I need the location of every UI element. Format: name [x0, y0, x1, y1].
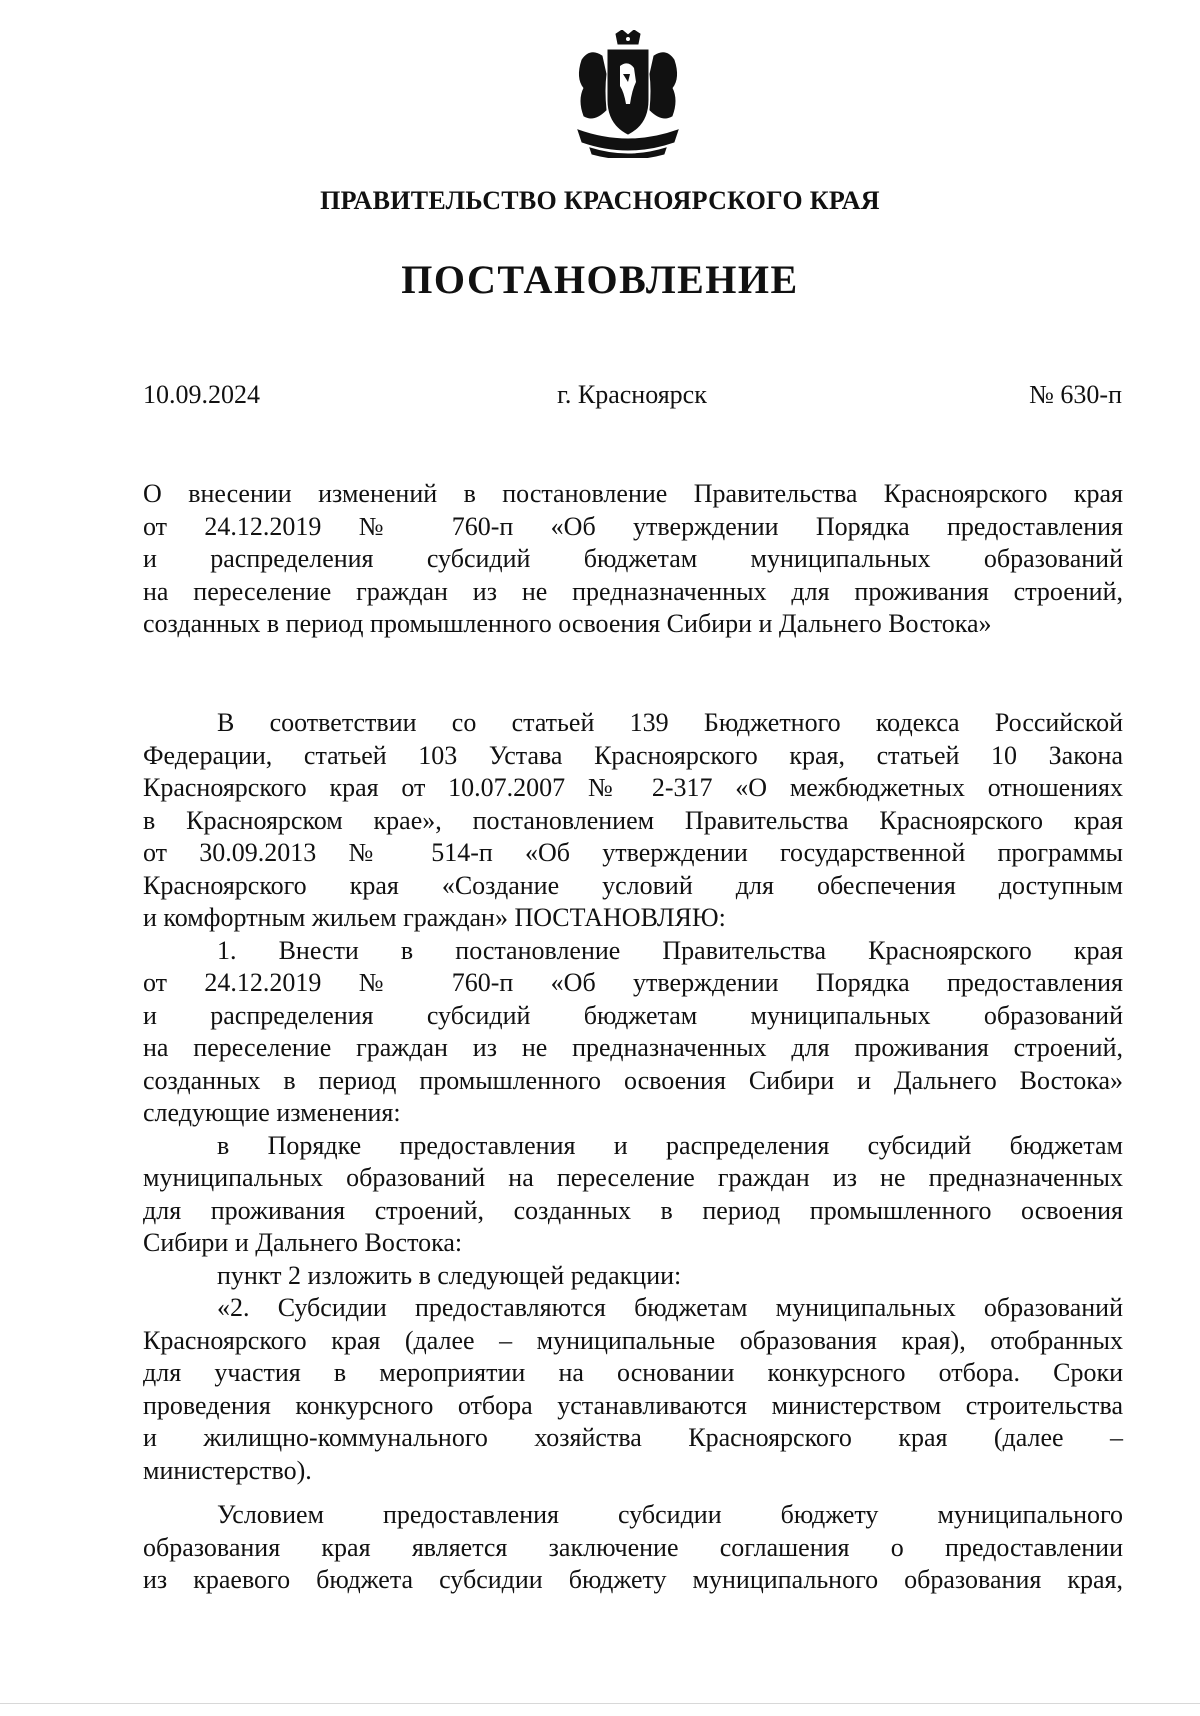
document-title	[143, 478, 1123, 641]
body-line: Условием предоставления субсидии бюджету муниципального	[217, 1500, 1123, 1529]
document-date: 10.09.2024	[143, 380, 260, 409]
body-line: образования края является заключение соглашения о предоставлении	[143, 1532, 1123, 1562]
paragraph-gap	[143, 1487, 1123, 1499]
body-line: и жилищно-коммунального хозяйства Красноярского края (далее –	[143, 1423, 1123, 1452]
body-line: на переселение граждан из не предназначенных для проживания строений,	[143, 1033, 1123, 1062]
title-line: созданных в период промышленного освоения Сибири и Дальнего Востока»	[143, 609, 992, 638]
body-line: и комфортным жильем граждан» ПОСТАНОВЛЯЮ:	[143, 903, 726, 932]
body-line: муниципальных образований на переселение граждан из не предназначенных	[143, 1163, 1123, 1192]
government-name: ПРАВИТЕЛЬСТВО КРАСНОЯРСКОГО КРАЯ	[320, 186, 880, 215]
body-line: Красноярского края от 10.07.2007 № 2-317 «О межбюджетных отношениях	[143, 773, 1123, 802]
body-line: министерство).	[143, 1455, 312, 1485]
body-line: В соответствии со статьей 139 Бюджетного кодекса Российской	[217, 708, 1123, 737]
title-line: на переселение граждан из не предназначенных для проживания строений,	[143, 576, 1123, 606]
body-line: из краевого бюджета субсидии бюджету муниципального образования края,	[143, 1565, 1123, 1594]
title-line: и распределения субсидий бюджетам муниципальных образований	[143, 544, 1123, 573]
body-line: Сибири и Дальнего Востока:	[143, 1228, 463, 1257]
body-line: в Порядке предоставления и распределения субсидий бюджетам	[217, 1130, 1123, 1160]
document-city: г. Красноярск	[557, 380, 707, 409]
body-line: для участия в мероприятии на основании конкурсного отбора. Сроки	[143, 1358, 1123, 1387]
document-type-heading: ПОСТАНОВЛЕНИЕ	[401, 257, 799, 302]
body-line: от 24.12.2019 № 760-п «Об утверждении Порядка предоставления	[143, 968, 1123, 997]
body-line: для проживания строений, созданных в период промышленного освоения	[143, 1195, 1123, 1225]
body-line: от 30.09.2013 № 514-п «Об утверждении государственной программы	[143, 838, 1123, 867]
body-line: и распределения субсидий бюджетам муниципальных образований	[143, 1000, 1123, 1030]
body-line: созданных в период промышленного освоения Сибири и Дальнего Востока»	[143, 1065, 1123, 1095]
body-line: пункт 2 изложить в следующей редакции:	[217, 1260, 682, 1290]
document-number: № 630-п	[1029, 380, 1122, 409]
body-line: «2. Субсидии предоставляются бюджетам муниципальных образований	[217, 1293, 1123, 1322]
body-line: Федерации, статьей 103 Устава Красноярского края, статьей 10 Закона	[143, 740, 1123, 770]
body-line: 1. Внести в постановление Правительства Красноярского края	[217, 935, 1123, 965]
body-line: проведения конкурсного отбора устанавливаются министерством строительства	[143, 1390, 1123, 1420]
document-body	[143, 707, 1123, 1597]
body-line: в Красноярском крае», постановлением Правительства Красноярского края	[143, 805, 1123, 835]
title-line: от 24.12.2019 № 760-п «Об утверждении Порядка предоставления	[143, 511, 1123, 541]
coat-of-arms-emblem	[570, 30, 686, 158]
title-line: О внесении изменений в постановление Правительства Красноярского края	[143, 479, 1123, 508]
page-edge-line	[0, 1703, 1200, 1704]
body-line: следующие изменения:	[143, 1098, 401, 1127]
body-line: Красноярского края «Создание условий для обеспечения доступным	[143, 870, 1123, 900]
body-line: Красноярского края (далее – муниципальные образования края), отобранных	[143, 1325, 1123, 1355]
